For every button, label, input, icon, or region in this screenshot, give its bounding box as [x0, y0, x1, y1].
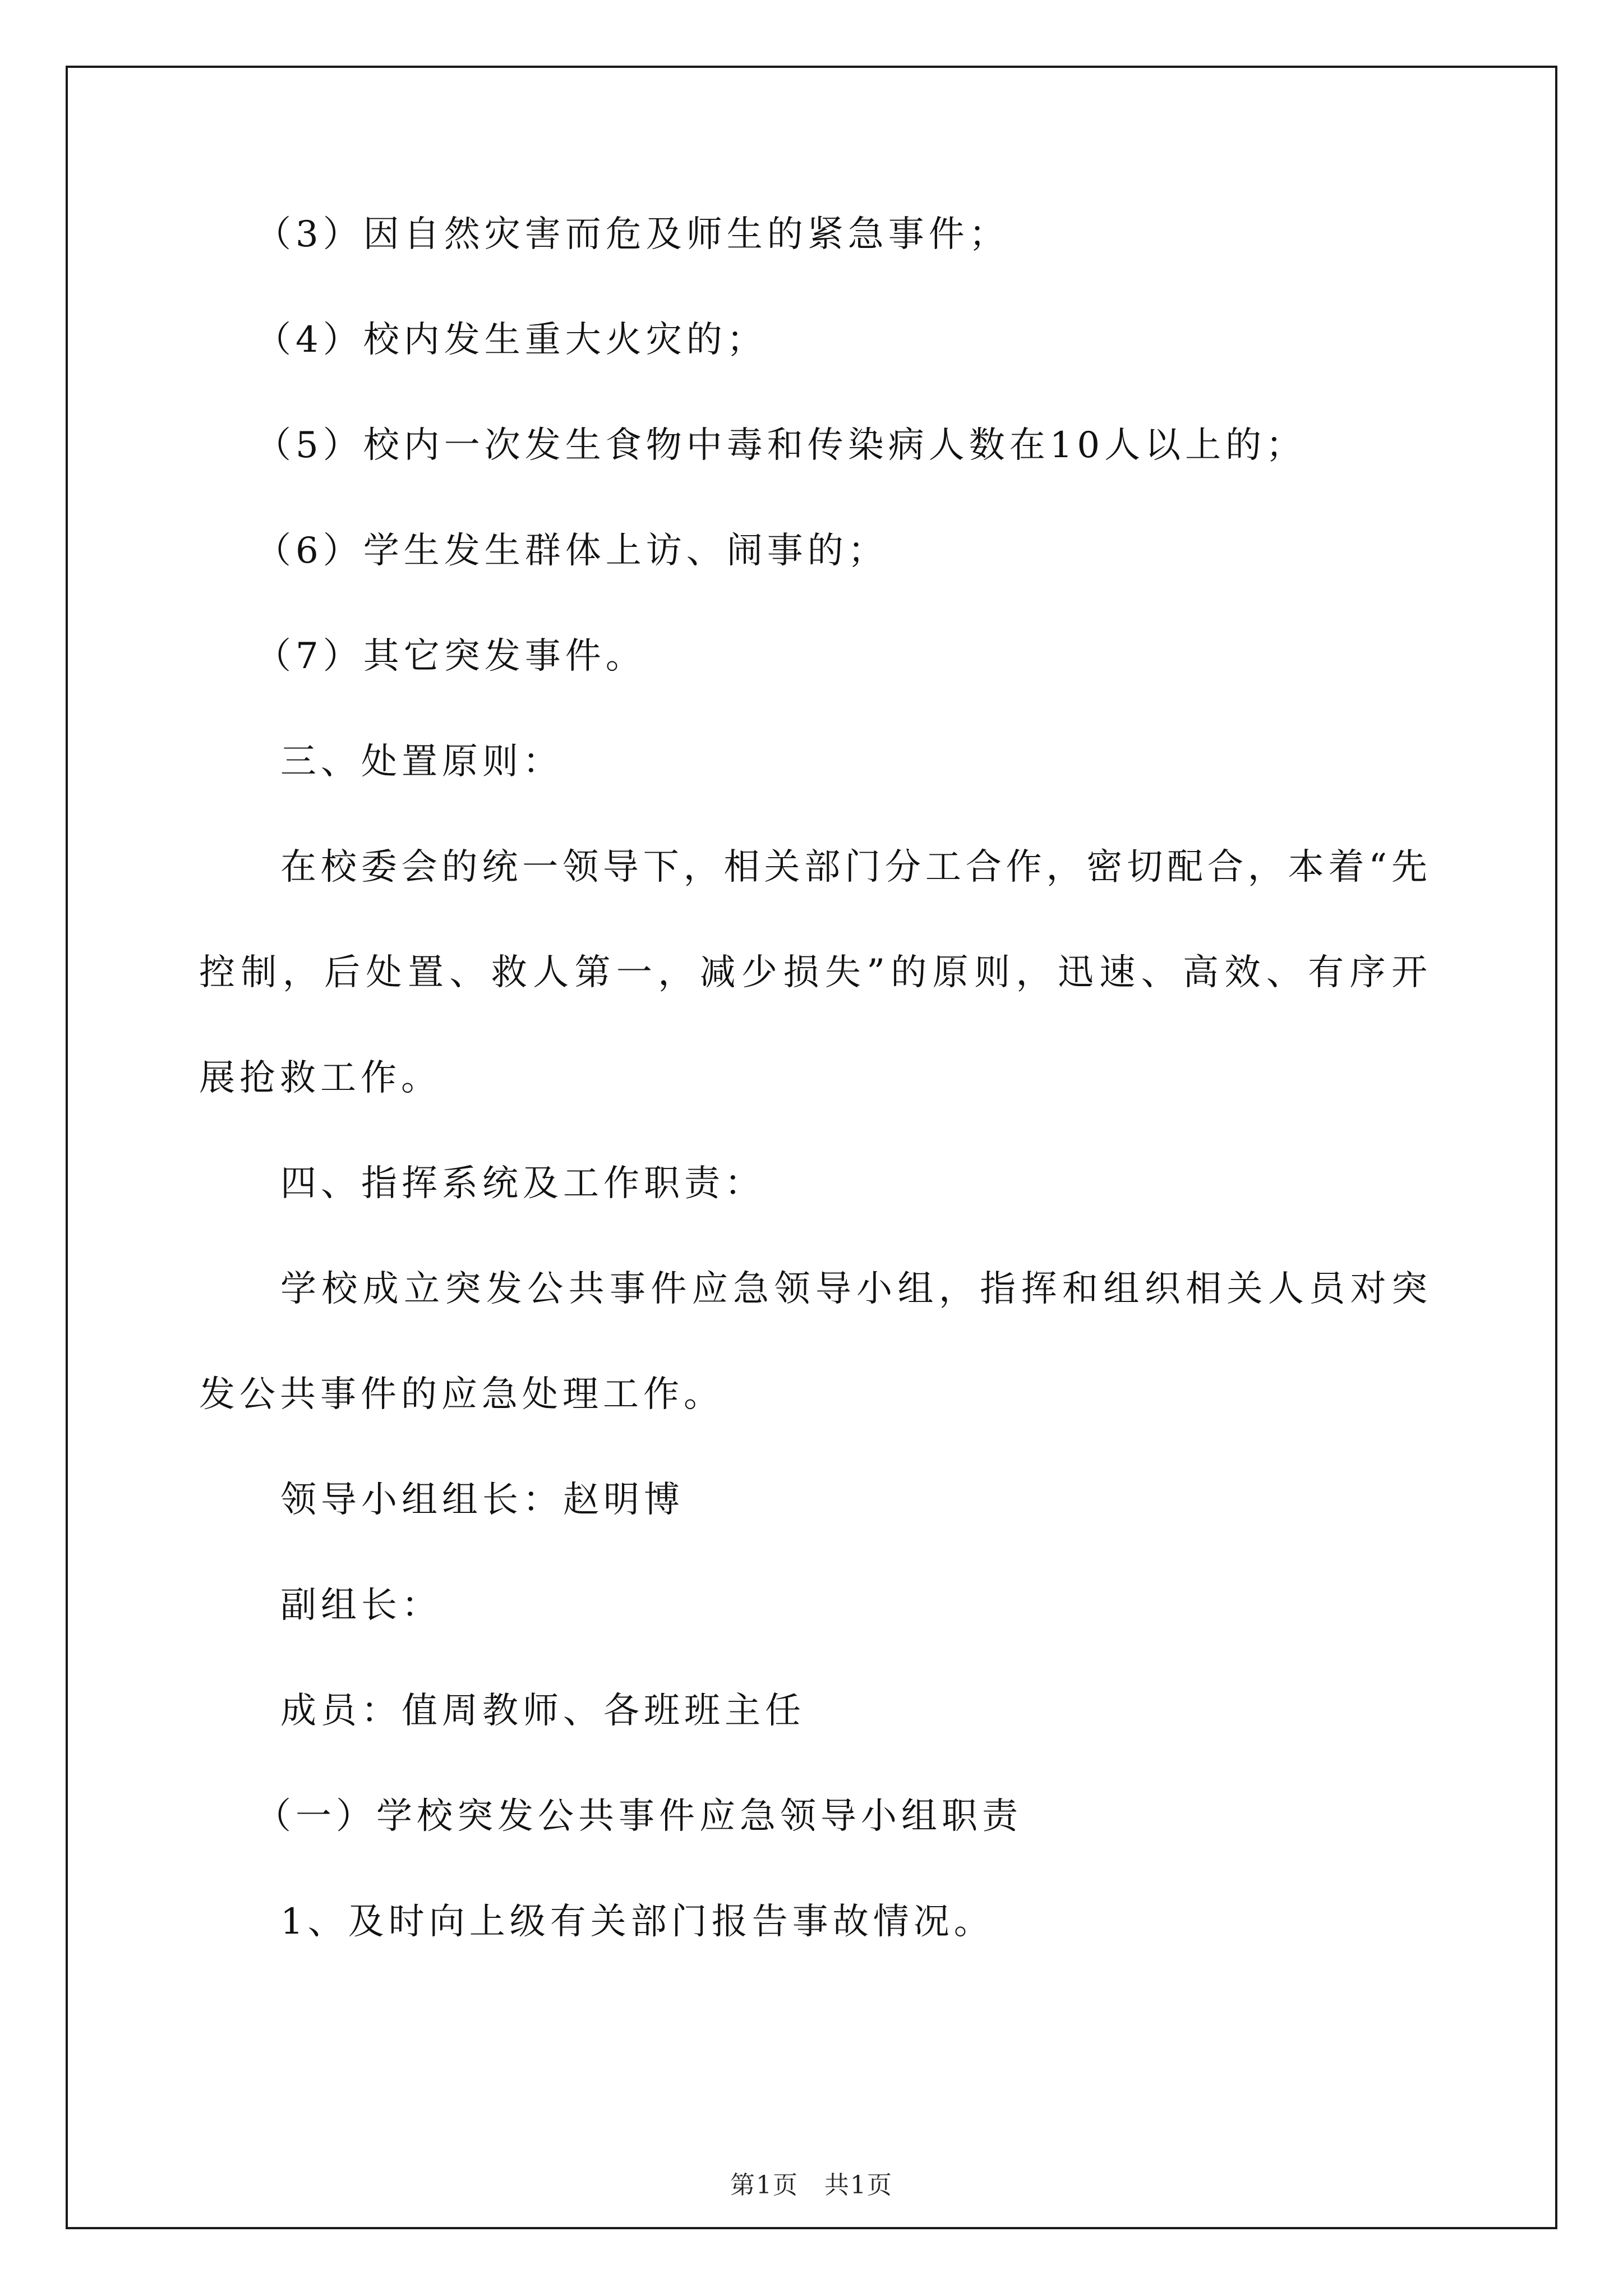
- section-heading-principles: 三、处置原则：: [280, 741, 563, 783]
- list-item-4: （4）校内发生重大火灾的；: [255, 319, 767, 361]
- deputy-leader: 副组长：: [280, 1585, 442, 1626]
- section-heading-command: 四、指挥系统及工作职责：: [280, 1163, 765, 1204]
- list-item-6: （6）学生发生群体上访、闹事的；: [255, 530, 888, 572]
- paragraph-principles-line-3: 展抢救工作。: [199, 1057, 441, 1099]
- paragraph-command-line-2: 发公共事件的应急处理工作。: [199, 1374, 724, 1415]
- team-members: 成员：值周教师、各班班主任: [280, 1690, 805, 1732]
- list-item-3: （3）因自然灾害而危及师生的紧急事件；: [255, 214, 1009, 255]
- paragraph-principles-line-1: 在校委会的统一领导下，相关部门分工合作，密切配合，本着“先: [280, 846, 1427, 888]
- team-leader: 领导小组组长：赵明博: [280, 1479, 684, 1521]
- list-item-7: （7）其它突发事件。: [255, 636, 646, 677]
- subsection-heading-duties: （一）学校突发公共事件应急领导小组职责: [255, 1796, 1022, 1837]
- paragraph-command-line-1: 学校成立突发公共事件应急领导小组，指挥和组织相关人员对突: [280, 1268, 1427, 1310]
- list-item-5: （5）校内一次发生食物中毒和传染病人数在10人以上的；: [255, 425, 1307, 466]
- page-number: 第1页 共1页: [730, 2171, 893, 2200]
- duty-item-1: 1、及时向上级有关部门报告事故情况。: [280, 1901, 994, 1943]
- paragraph-principles-line-2: 控制，后处置、救人第一，减少损失”的原则，迅速、高效、有序开: [199, 952, 1427, 993]
